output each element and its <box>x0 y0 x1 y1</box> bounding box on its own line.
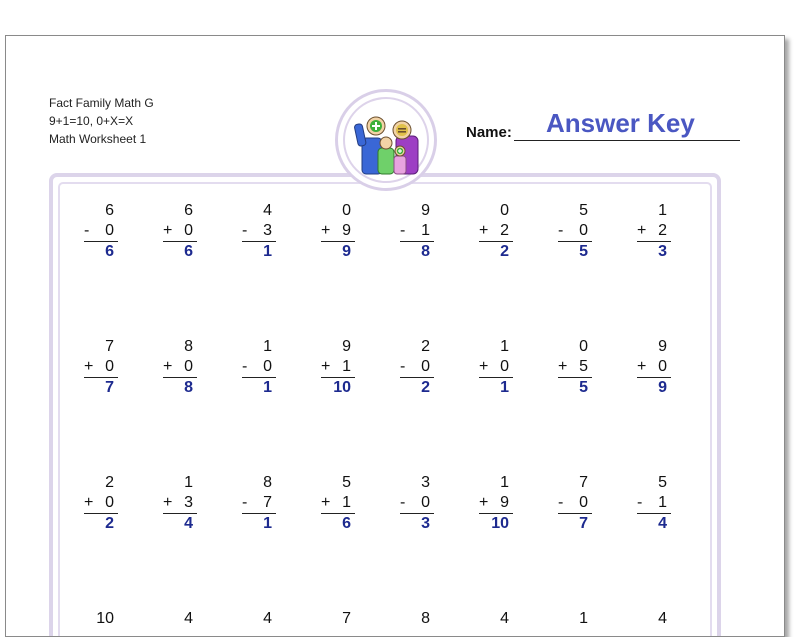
problem-top-number: 1 <box>184 474 193 491</box>
problem-bottom-row <box>242 357 276 378</box>
problem-top-number: 4 <box>263 202 272 219</box>
problem-operator: + <box>84 494 94 511</box>
problem-grid <box>68 201 708 637</box>
problem-operator: - <box>558 222 564 239</box>
math-problem <box>558 337 592 473</box>
problem-answer: 1 <box>263 243 272 260</box>
math-problem <box>479 337 513 473</box>
problem-operator: + <box>479 494 489 511</box>
problem-operator: + <box>321 494 331 511</box>
family-icon <box>344 98 428 182</box>
problem-bottom-number: 7 <box>263 494 272 511</box>
problem-bottom-number: 0 <box>184 222 193 239</box>
problem-answer: 6 <box>342 515 351 532</box>
problem-top-number: 1 <box>500 338 509 355</box>
problem-top-number: 4 <box>184 610 193 627</box>
math-problem <box>558 609 592 637</box>
problem-bottom-row <box>163 493 197 514</box>
math-problem <box>242 473 276 609</box>
problem-top-number: 1 <box>500 474 509 491</box>
problem-operator: - <box>400 494 406 511</box>
math-problem <box>163 473 197 609</box>
problem-top-number: 4 <box>500 610 509 627</box>
problem-bottom-number: 9 <box>342 222 351 239</box>
problem-top-number: 3 <box>421 474 430 491</box>
math-problem <box>479 609 513 637</box>
problem-answer: 4 <box>184 515 193 532</box>
problem-bottom-number: 0 <box>579 222 588 239</box>
problem-bottom-row <box>84 221 118 242</box>
problem-bottom-number: 3 <box>263 222 272 239</box>
problem-answer: 6 <box>105 243 114 260</box>
problem-top-number: 6 <box>184 202 193 219</box>
problem-bottom-number: 5 <box>579 358 588 375</box>
worksheet-number: Math Worksheet 1 <box>49 132 147 146</box>
problem-bottom-number: 0 <box>579 494 588 511</box>
math-problem <box>558 473 592 609</box>
worksheet-title: Fact Family Math G <box>49 96 154 110</box>
math-problem <box>321 201 355 337</box>
fact-family-emblem <box>335 89 437 191</box>
problem-bottom-number: 3 <box>184 494 193 511</box>
problem-top-number: 7 <box>579 474 588 491</box>
problem-bottom-row <box>400 357 434 378</box>
problem-answer: 2 <box>105 515 114 532</box>
problem-bottom-row <box>637 221 671 242</box>
math-problem <box>400 337 434 473</box>
problem-bottom-row <box>163 357 197 378</box>
math-problem <box>242 337 276 473</box>
problem-answer: 1 <box>263 515 272 532</box>
problem-bottom-row <box>242 493 276 514</box>
problem-answer: 3 <box>421 515 430 532</box>
problem-answer: 10 <box>333 379 351 396</box>
problem-answer: 4 <box>658 515 667 532</box>
problem-top-number: 2 <box>421 338 430 355</box>
math-problem <box>321 337 355 473</box>
problem-bottom-number: 0 <box>500 358 509 375</box>
problem-answer: 7 <box>105 379 114 396</box>
math-problem <box>84 473 118 609</box>
problem-top-number: 1 <box>579 610 588 627</box>
problem-bottom-row <box>400 493 434 514</box>
problem-bottom-number: 1 <box>342 358 351 375</box>
problem-top-number: 7 <box>105 338 114 355</box>
worksheet-header <box>49 94 154 148</box>
problem-bottom-row <box>479 357 513 378</box>
name-line <box>514 140 740 141</box>
problem-operator: + <box>163 222 173 239</box>
problem-bottom-row <box>321 221 355 242</box>
math-problem <box>242 201 276 337</box>
problem-top-number: 10 <box>96 610 114 627</box>
problem-operator: + <box>163 494 173 511</box>
problem-bottom-row <box>321 493 355 514</box>
problem-answer: 5 <box>579 379 588 396</box>
problem-bottom-row <box>558 221 592 242</box>
problem-top-number: 4 <box>658 610 667 627</box>
math-problem <box>163 609 197 637</box>
problem-top-number: 4 <box>263 610 272 627</box>
problem-operator: + <box>637 222 647 239</box>
problem-bottom-number: 9 <box>500 494 509 511</box>
problem-top-number: 6 <box>105 202 114 219</box>
problem-bottom-row <box>558 493 592 514</box>
problem-bottom-number: 1 <box>421 222 430 239</box>
problem-bottom-number: 2 <box>658 222 667 239</box>
problem-bottom-number: 0 <box>421 358 430 375</box>
problem-bottom-number: 0 <box>421 494 430 511</box>
problem-operator: + <box>84 358 94 375</box>
math-problem <box>84 201 118 337</box>
math-problem <box>637 609 671 637</box>
problem-answer: 1 <box>500 379 509 396</box>
problem-operator: + <box>321 222 331 239</box>
problem-bottom-row <box>637 357 671 378</box>
problem-operator: + <box>558 358 568 375</box>
problem-bottom-number: 1 <box>658 494 667 511</box>
problem-answer: 6 <box>184 243 193 260</box>
problem-operator: - <box>637 494 643 511</box>
problem-operator: - <box>558 494 564 511</box>
problem-top-number: 1 <box>658 202 667 219</box>
math-problem <box>637 337 671 473</box>
math-problem <box>479 473 513 609</box>
problem-answer: 7 <box>579 515 588 532</box>
problem-bottom-number: 1 <box>342 494 351 511</box>
problem-operator: - <box>242 222 248 239</box>
problem-top-number: 0 <box>579 338 588 355</box>
problem-bottom-row <box>84 357 118 378</box>
problem-bottom-number: 0 <box>105 358 114 375</box>
problem-answer: 1 <box>263 379 272 396</box>
problem-operator: + <box>479 222 489 239</box>
math-problem <box>242 609 276 637</box>
worksheet-page <box>5 35 785 637</box>
math-problem <box>400 609 434 637</box>
problem-top-number: 8 <box>421 610 430 627</box>
answer-key-heading: Answer Key <box>546 108 695 138</box>
problem-bottom-row <box>321 357 355 378</box>
problem-top-number: 9 <box>658 338 667 355</box>
problem-top-number: 5 <box>579 202 588 219</box>
problem-bottom-number: 0 <box>658 358 667 375</box>
math-problem <box>321 609 355 637</box>
problem-answer: 2 <box>421 379 430 396</box>
math-problem <box>163 201 197 337</box>
problem-top-number: 5 <box>342 474 351 491</box>
problem-answer: 5 <box>579 243 588 260</box>
problem-top-number: 2 <box>105 474 114 491</box>
problem-operator: - <box>242 494 248 511</box>
problem-bottom-number: 0 <box>105 494 114 511</box>
math-problem <box>321 473 355 609</box>
math-problem <box>558 201 592 337</box>
problem-top-number: 1 <box>263 338 272 355</box>
math-problem <box>637 473 671 609</box>
problem-operator: + <box>479 358 489 375</box>
math-problem <box>479 201 513 337</box>
problem-top-number: 7 <box>342 610 351 627</box>
math-problem <box>163 337 197 473</box>
problem-top-number: 9 <box>421 202 430 219</box>
problem-operator: - <box>400 358 406 375</box>
problem-top-number: 8 <box>184 338 193 355</box>
problem-answer: 2 <box>500 243 509 260</box>
problem-bottom-row <box>84 493 118 514</box>
problem-answer: 8 <box>184 379 193 396</box>
worksheet-subtitle: 9+1=10, 0+X=X <box>49 114 134 128</box>
problem-bottom-row <box>558 357 592 378</box>
problem-bottom-number: 0 <box>184 358 193 375</box>
problem-bottom-row <box>163 221 197 242</box>
problem-bottom-number: 0 <box>263 358 272 375</box>
math-problem <box>637 201 671 337</box>
problem-top-number: 8 <box>263 474 272 491</box>
problem-bottom-row <box>242 221 276 242</box>
problem-answer: 8 <box>421 243 430 260</box>
problem-answer: 3 <box>658 243 667 260</box>
problem-bottom-number: 2 <box>500 222 509 239</box>
problem-answer: 9 <box>658 379 667 396</box>
math-problem <box>84 337 118 473</box>
problem-top-number: 5 <box>658 474 667 491</box>
problem-bottom-number: 0 <box>105 222 114 239</box>
math-problem <box>84 609 118 637</box>
problem-bottom-row <box>400 221 434 242</box>
problem-answer: 9 <box>342 243 351 260</box>
problem-operator: - <box>242 358 248 375</box>
problem-answer: 10 <box>491 515 509 532</box>
problem-operator: + <box>637 358 647 375</box>
math-problem <box>400 201 434 337</box>
name-label: Name: <box>466 124 512 141</box>
problem-bottom-row <box>479 493 513 514</box>
problem-operator: - <box>84 222 90 239</box>
problem-top-number: 0 <box>500 202 509 219</box>
problem-operator: + <box>321 358 331 375</box>
problem-top-number: 0 <box>342 202 351 219</box>
problem-bottom-row <box>637 493 671 514</box>
problem-bottom-row <box>479 221 513 242</box>
problem-operator: - <box>400 222 406 239</box>
problem-top-number: 9 <box>342 338 351 355</box>
math-problem <box>400 473 434 609</box>
problem-operator: + <box>163 358 173 375</box>
